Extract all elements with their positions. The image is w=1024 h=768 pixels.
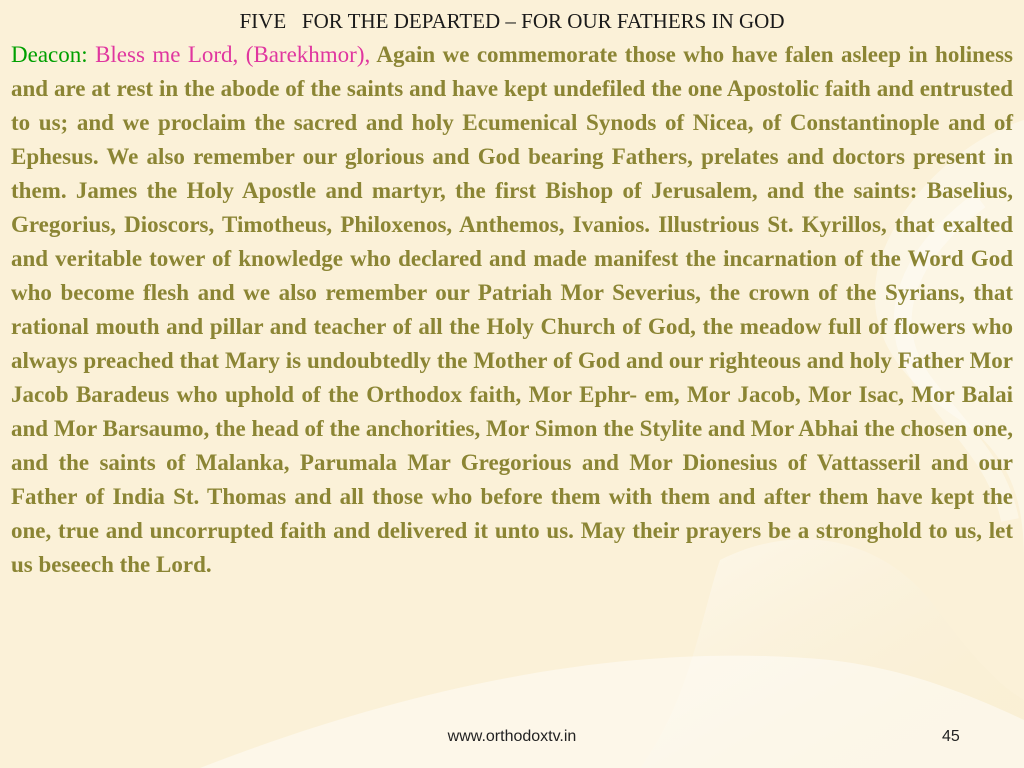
speaker-label: Deacon:	[11, 42, 88, 67]
prayer-text	[11, 38, 1013, 582]
footer-url: www.orthodoxtv.in	[447, 728, 577, 745]
prayer-body: Again we commemorate those who have falen asleep in holiness and are at rest in the abode of the saints and have kept undefiled the one Apostolic faith and entrusted to us; and we proclaim the sacred and holy Ecumenical Synods of Nicea, of Constantinople and of Ephesus. We also remember our glorious and God bearing Fathers, prelates and doctors present in them. James the Holy Apostle and martyr, the first Bishop of Jerusalem, and the saints: Baselius, Gregorius, Dioscors, Timotheus, Philoxenos, Anthemos, Ivanios. Illustrious St. Kyrillos, that exalted and veritable tower of knowledge who declared and made manifest the incarnation of the Word God who become flesh and we also remember our Patriah Mor Severius, the crown of the Syrians, that rational mouth and pillar and teacher of all the Holy Church of God, the meadow full of flowers who always preached that Mary is undoubtedly the Mother of God and our righteous and holy Father Mor Jacob Baradeus who uphold of the Orthodox faith, Mor Ephr- em, Mor Jacob, Mor Isac, Mor Balai and Mor Barsaumo, the head of the anchorities, Mor Simon the Stylite and Mor Abhai the chosen one, and the saints of Malanka, Parumala Mar Gregorious and Mor Dionesius of Vattasseril and our Father of India St. Thomas and all those who before them with them and after them have kept the one, true and uncorrupted faith and delivered it unto us. May their prayers be a stronghold to us, let us beseech the Lord.	[11, 42, 1013, 577]
page-number: 45	[942, 728, 960, 745]
blessing-request: Bless me Lord, (Barekhmor),	[95, 42, 371, 67]
slide-title: FIVE FOR THE DEPARTED – FOR OUR FATHERS IN GOD	[239, 9, 785, 33]
